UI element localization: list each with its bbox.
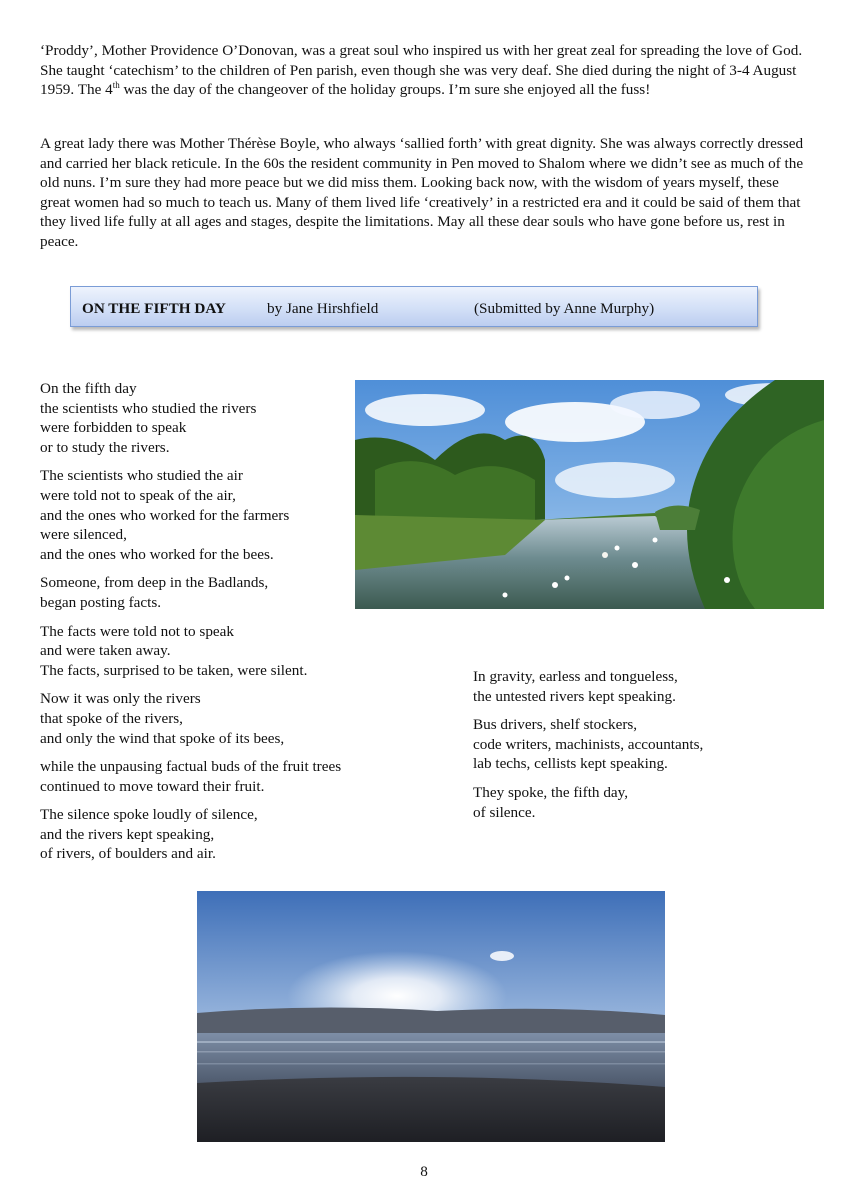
poem-line: of silence. <box>473 803 536 821</box>
poem-line: the scientists who studied the rivers <box>40 399 257 417</box>
poem-line: Now it was only the rivers <box>40 690 201 708</box>
poem-line: and the ones who worked for the bees. <box>40 545 274 563</box>
intro-paragraph-2: A great lady there was Mother Thérèse Boyle, who always ‘sallied forth’ with great dignity. She was always correctly dressed and carried her black reticule. In the 60s the resident community in Pen moved to Shalom where we didn’t see as much of the old nuns. I’m sure they had more peace but we did miss them. Looking back now, with the wisdom of years myself, these great women had so much to teach us. Many of them lived life ‘creatively’ in a restricted era and it could be said of them that they lived life fully at all ages and stages, despite the limitations. May all these dear souls who have gone before us, rest in peace. <box>40 135 804 250</box>
poem-line: of rivers, of boulders and air. <box>40 845 216 863</box>
poem-line: while the unpausing factual buds of the fruit trees <box>40 758 342 776</box>
intro-paragraph-1 <box>40 41 810 100</box>
poem-line: The facts, surprised to be taken, were silent. <box>40 661 308 679</box>
poem-line: The scientists who studied the air <box>40 467 243 485</box>
poem-line: and the rivers kept speaking, <box>40 825 215 843</box>
intro-paragraph-1-text: ‘Proddy’, Mother Providence O’Donovan, was a great soul who inspired us with her great zeal for spreading the love of God. She taught ‘catechism’ to the children of Pen parish, even though she was very deaf. She died during the night of 3-4 August 1959. The 4 <box>40 42 803 99</box>
ordinal-suffix: th <box>112 80 120 91</box>
poem-stanza <box>40 757 360 796</box>
poem-stanza <box>473 667 813 706</box>
poem-stanza <box>473 783 813 822</box>
poem-line: In gravity, earless and tongueless, <box>473 668 678 685</box>
poem-line: The silence spoke loudly of silence, <box>40 806 258 824</box>
poem-line: lab techs, cellists kept speaking. <box>473 755 668 773</box>
poem-stanza <box>40 573 360 612</box>
poem-line: were silenced, <box>40 526 127 544</box>
page-number: 8 <box>420 1163 428 1180</box>
poem-line: were forbidden to speak <box>40 419 187 437</box>
poem-line: On the fifth day <box>40 380 137 397</box>
poem-line: Someone, from deep in the Badlands, <box>40 574 269 592</box>
poem-line: and the ones who worked for the farmers <box>40 506 290 524</box>
poem-line: code writers, machinists, accountants, <box>473 735 704 753</box>
poem-title: ON THE FIFTH DAY <box>82 300 226 317</box>
poem-stanza <box>40 466 360 564</box>
poem-left-column <box>40 379 360 873</box>
poem-line: began posting facts. <box>40 593 162 611</box>
river-photo <box>355 380 824 609</box>
poem-line: were told not to speak of the air, <box>40 486 236 504</box>
poem-line: or to study the rivers. <box>40 438 170 456</box>
intro-paragraph-1-text-end: was the day of the changeover of the holiday groups. I’m sure she enjoyed all the fuss! <box>119 81 651 99</box>
poem-line: the untested rivers kept speaking. <box>473 687 676 705</box>
poem-title-box <box>70 286 758 327</box>
poem-line: The facts were told not to speak <box>40 622 234 640</box>
poem-author: by Jane Hirshfield <box>267 300 379 317</box>
poem-stanza <box>40 622 360 681</box>
poem-line: Bus drivers, shelf stockers, <box>473 716 638 734</box>
poem-stanza <box>40 379 360 457</box>
sunset-beach-photo <box>197 891 665 1142</box>
poem-stanza <box>40 805 360 864</box>
poem-stanza <box>40 689 360 748</box>
poem-line: They spoke, the fifth day, <box>473 783 629 801</box>
poem-line: and were taken away. <box>40 642 171 660</box>
poem-line: continued to move toward their fruit. <box>40 777 265 795</box>
poem-line: that spoke of the rivers, <box>40 709 183 727</box>
poem-stanza <box>473 715 813 774</box>
poem-line: and only the wind that spoke of its bees, <box>40 729 285 747</box>
poem-right-column <box>473 667 813 831</box>
poem-submitted-by: (Submitted by Anne Murphy) <box>474 300 655 317</box>
